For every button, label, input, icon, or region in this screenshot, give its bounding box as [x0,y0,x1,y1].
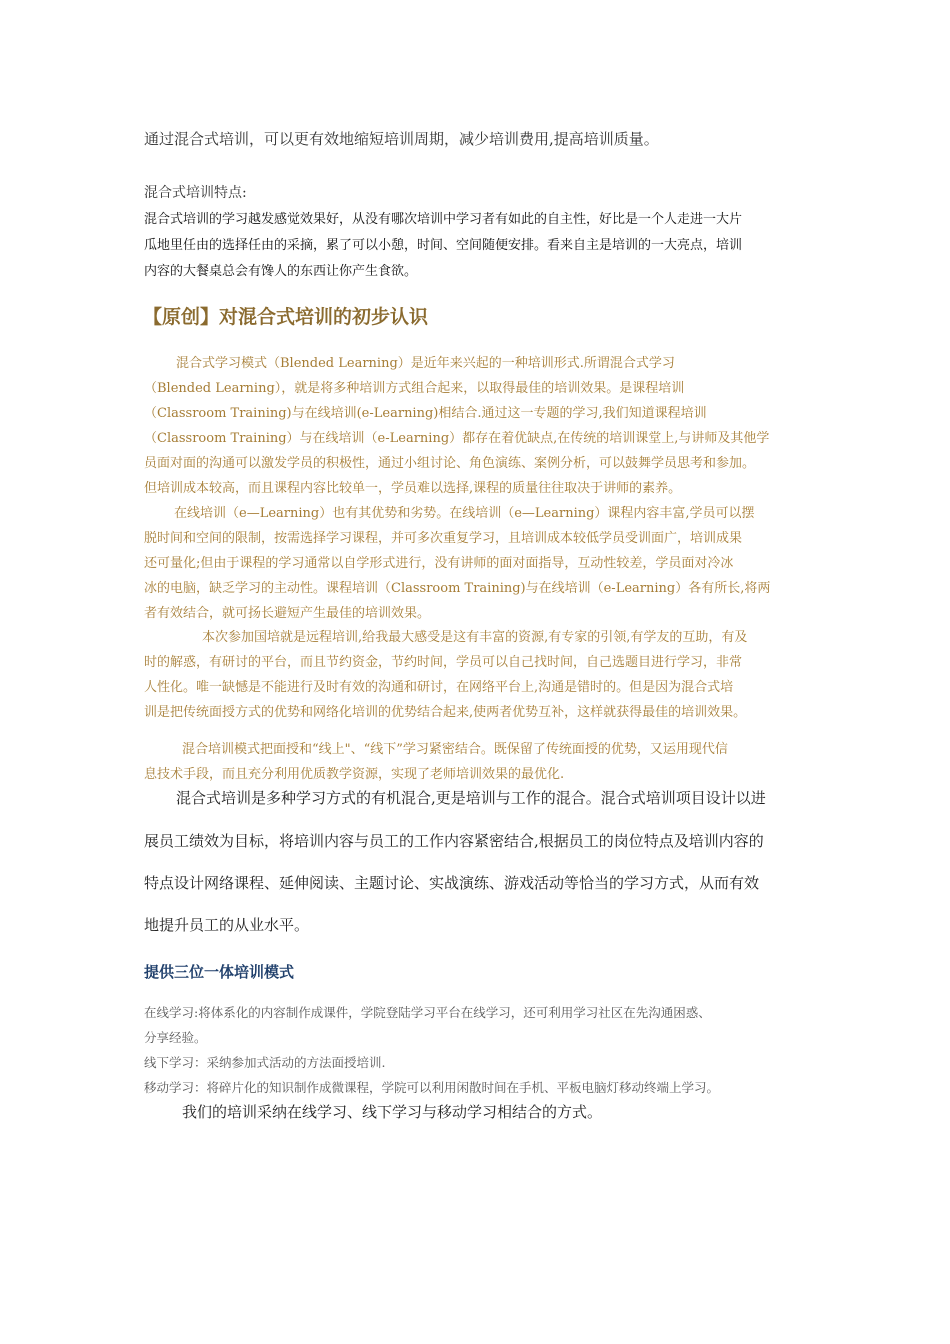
modes-title: 提供三位一体培训模式 [144,963,295,981]
paragraph1-line: 员面对面的沟通可以激发学员的积极性，通过小组讨论、角色演练、案例分析，可以鼓舞学员思考和参加。 [144,456,756,471]
paragraph1-line: 混合式学习模式（Blended Learning）是近年来兴起的一种培训形式.所谓混合式学习 [176,356,675,371]
modes-line: 移动学习：将碎片化的知识制作成微课程，学院可以利用闲散时间在手机、平板电脑灯移动终端上学习。 [144,1080,720,1095]
paragraph1-line: 但培训成本较高，而且课程内容比较单一，学员难以选择,课程的质量往往取决于讲师的素养。 [144,481,682,496]
paragraph2-line: 还可量化;但由于课程的学习通常以自学形式进行，没有讲师的面对面指导，互动性较差，学员面对冷冰 [144,556,734,571]
paragraph3-line: 训是把传统面授方式的优势和网络化培训的优势结合起来,使两者优势互补，这样就获得最佳的培训效果。 [144,705,747,720]
paragraph1-line: （Classroom Training)与在线培训(e-Learning)相结合.通过这一专题的学习,我们知道课程培训 [144,406,707,421]
intro-line: 通过混合式培训，可以更有效地缩短培训周期，减少培训费用,提高培训质量。 [144,130,659,148]
paragraph3-line: 人性化。唯一缺憾是不能进行及时有效的沟通和研讨，在网络平台上,沟通是错时的。但是因为混合式培 [144,680,734,695]
paragraph2-line: 冰的电脑，缺乏学习的主动性。课程培训（Classroom Training)与在线培训（e-Learning）各有所长,将两 [144,581,771,596]
features-line: 瓜地里任由的选择任由的采摘，累了可以小憩，时间、空间随便安排。看来自主是培训的一大亮点，培训 [144,238,743,253]
features-line: 混合式培训的学习越发感觉效果好，从没有哪次培训中学习者有如此的自主性，好比是一个人走进一大片 [144,212,743,227]
paragraph2-line: 者有效结合，就可扬长避短产生最佳的培训效果。 [144,606,431,621]
modes-line: 分享经验。 [144,1030,207,1045]
article-title: 【原创】对混合式培训的初步认识 [143,306,429,328]
paragraph4-line: 息技术手段，而且充分利用优质教学资源，实现了老师培训效果的最优化. [144,767,565,782]
summary-line: 地提升员工的从业水平。 [144,916,310,934]
paragraph2-line: 脱时间和空间的限制，按需选择学习课程，并可多次重复学习，且培训成本较低学员受训面广，培训成果 [144,531,743,546]
modes-line: 线下学习：采纳参加式活动的方法面授培训. [144,1055,386,1070]
paragraph3-line: 本次参加国培就是远程培训,给我最大感受是这有丰富的资源,有专家的引领,有学友的互助，有及 [202,630,748,645]
paragraph4-line: 混合培训模式把面授和“线上"、“线下”学习紧密结合。既保留了传统面授的优势，又运用现代信 [182,742,728,757]
paragraph2-line: 在线培训（e—Learning）也有其优势和劣势。在线培训（e—Learning）课程内容丰富,学员可以摆 [174,506,755,521]
paragraph1-line: （Classroom Training）与在线培训（e-Learning）都存在着优缺点,在传统的培训课堂上,与讲师及其他学 [144,431,770,446]
paragraph1-line: （Blended Learning），就是将多种培训方式组合起来，以取得最佳的培训效果。是课程培训 [144,381,685,396]
modes-line: 在线学习:将体系化的内容制作成课件，学院登陆学习平台在线学习，还可利用学习社区在先沟通困惑、 [144,1005,711,1020]
closing-line: 我们的培训采纳在线学习、线下学习与移动学习相结合的方式。 [182,1103,603,1121]
summary-line: 特点设计网络课程、延伸阅读、主题讨论、实战演练、游戏活动等恰当的学习方式，从而有效 [144,874,760,892]
features-title: 混合式培训特点: [144,185,247,201]
features-line: 内容的大餐桌总会有馋人的东西让你产生食欲。 [144,264,418,279]
summary-line: 混合式培训是多种学习方式的有机混合,更是培训与工作的混合。混合式培训项目设计以进 [176,789,766,807]
paragraph3-line: 时的解惑，有研讨的平台，而且节约资金，节约时间，学员可以自己找时间，自己选题目进行学习，非常 [144,655,743,670]
summary-line: 展员工绩效为目标，将培训内容与员工的工作内容紧密结合,根据员工的岗位特点及培训内容的 [144,832,764,850]
